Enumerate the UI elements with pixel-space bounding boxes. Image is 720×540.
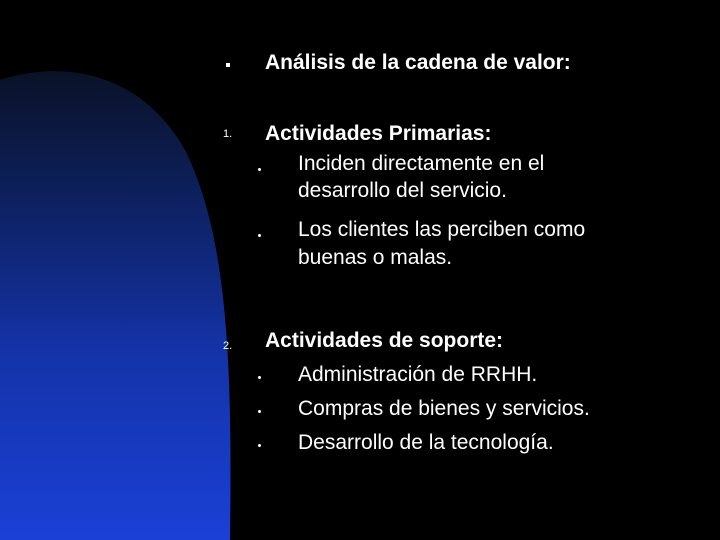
section-2-heading: Actividades de soporte: <box>265 329 504 352</box>
section-1-bullet-2-line-2: buenas o malas. <box>298 246 453 269</box>
bullet-dot <box>258 376 261 379</box>
section-2-bullet-1: Administración de RRHH. <box>298 363 538 386</box>
section-1-number: 1. <box>223 128 233 140</box>
bullet-dot <box>258 444 261 447</box>
section-1-heading: Actividades Primarias: <box>265 122 492 145</box>
bullet-dot <box>258 234 261 237</box>
section-1-bullet-2-line-1: Los clientes las perciben como <box>298 218 586 241</box>
section-1-bullet-1-line-2: desarrollo del servicio. <box>298 179 507 202</box>
bullet-dot <box>258 168 261 171</box>
title-bullet-square <box>226 63 230 67</box>
section-1-bullet-1-line-1: Inciden directamente en el <box>298 152 545 175</box>
slide-title: Análisis de la cadena de valor: <box>265 51 571 74</box>
section-2-bullet-2: Compras de bienes y servicios. <box>298 397 590 420</box>
bullet-dot <box>258 410 261 413</box>
section-2-number: 2. <box>223 340 233 352</box>
section-2-bullet-3: Desarrollo de la tecnología. <box>298 431 554 454</box>
